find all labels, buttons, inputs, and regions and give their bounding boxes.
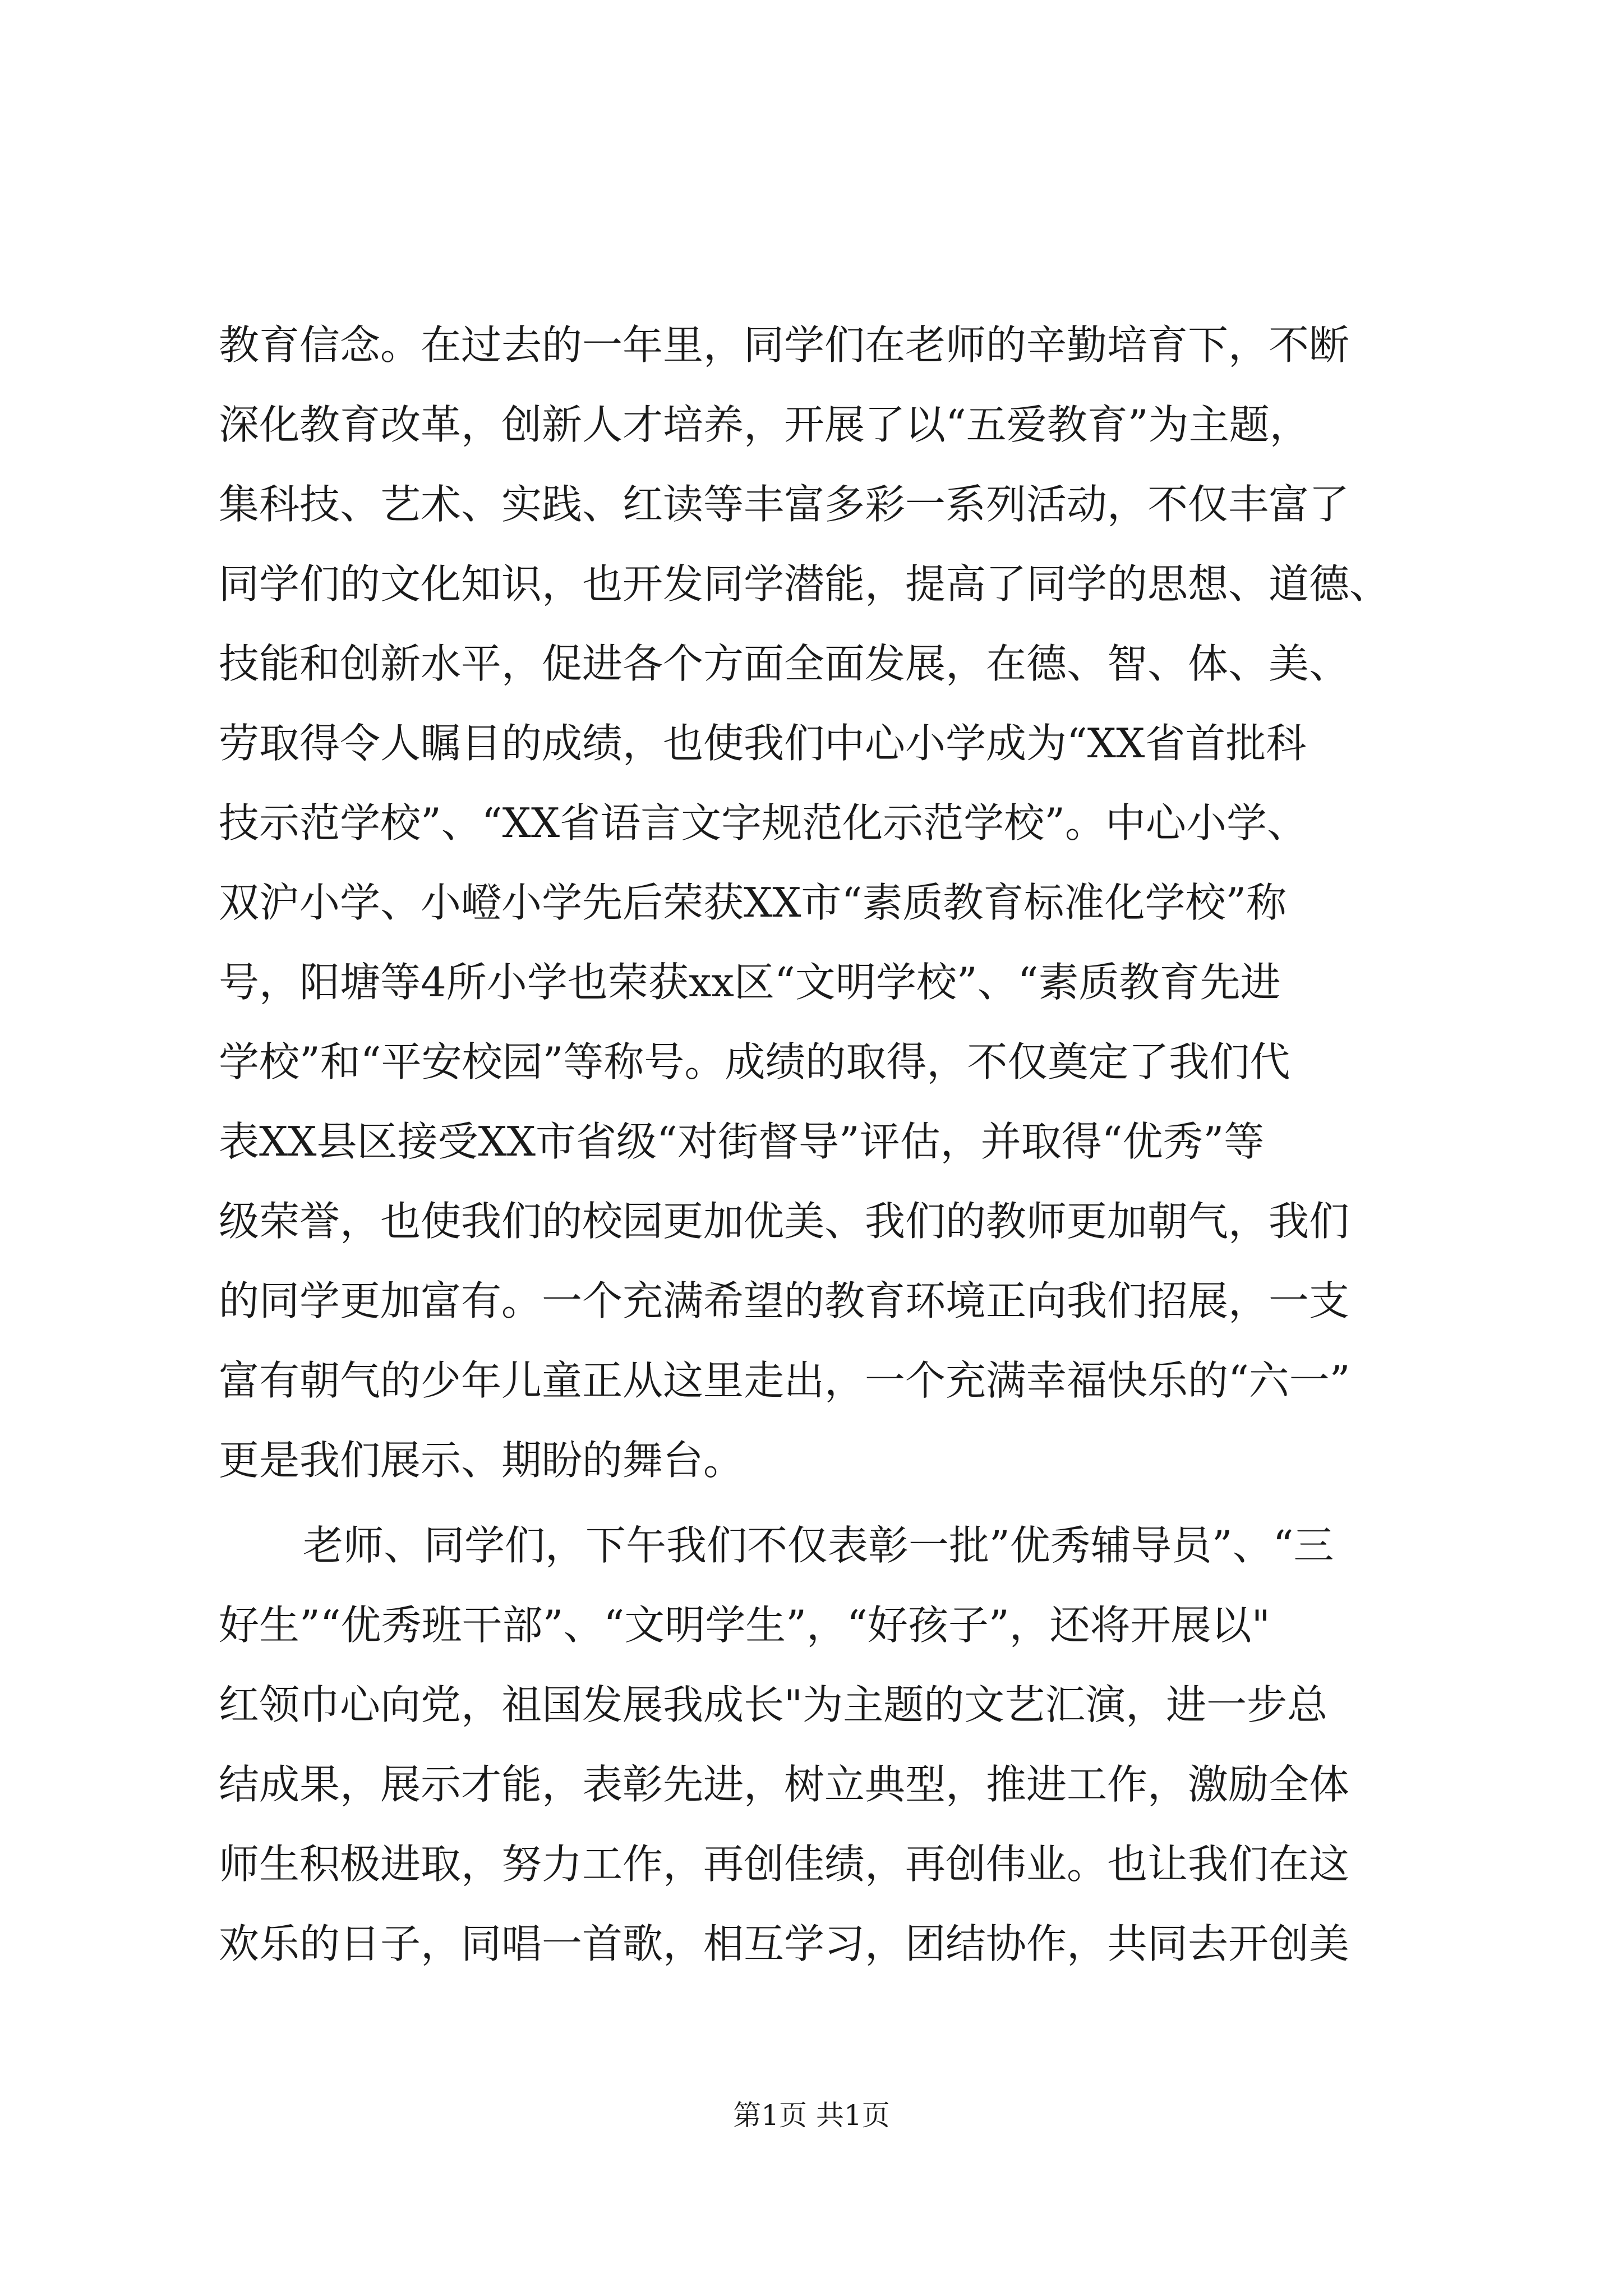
page-footer: 第1页 共1页 <box>733 2099 890 2132</box>
paragraph-line: 富有朝气的少年儿童正从这里走出，一个充满幸福快乐的“六一” <box>219 1357 1350 1404</box>
paragraph-line: 号，阳塘等4所小学也荣获xx区“文明学校”、“素质教育先进 <box>219 959 1281 1006</box>
paragraph-line: 劳取得令人瞩目的成绩，也使我们中心小学成为“XX省首批科 <box>219 720 1307 767</box>
paragraph-line: 结成果，展示才能，表彰先进，树立典型，推进工作，激励全体 <box>219 1761 1350 1808</box>
paragraph-line: 的同学更加富有。一个充满希望的教育环境正向我们招展，一支 <box>219 1277 1350 1324</box>
paragraph-line: 双沪小学、小嶝小学先后荣获XX市“素质教育标准化学校”称 <box>219 879 1287 926</box>
paragraph-line: 技示范学校”、“XX省语言文字规范化示范学校”。中心小学、 <box>219 799 1307 846</box>
paragraph-line: 师生积极进取，努力工作，再创佳绩，再创伟业。也让我们在这 <box>219 1841 1350 1888</box>
paragraph-line: 红领巾心向党，祖国发展我成长"为主题的文艺汇演，进一步总 <box>219 1681 1328 1728</box>
paragraph-line: 学校”和“平安校园”等称号。成绩的取得，不仅奠定了我们代 <box>219 1038 1290 1085</box>
paragraph-line: 级荣誉，也使我们的校园更加优美、我们的教师更加朝气，我们 <box>219 1198 1350 1245</box>
paragraph-line: 更是我们展示、期盼的舞台。 <box>219 1437 744 1484</box>
paragraph-line: 老师、同学们，下午我们不仅表彰一批”优秀辅导员”、“三 <box>303 1522 1334 1569</box>
paragraph-line: 集科技、艺术、实践、红读等丰富多彩一系列活动，不仅丰富了 <box>219 481 1350 528</box>
paragraph-line: 表XX县区接受XX市省级“对街督导”评估，并取得“优秀”等 <box>219 1118 1265 1165</box>
paragraph-line: 技能和创新水平，促进各个方面全面发展，在德、智、体、美、 <box>219 640 1350 687</box>
paragraph-line: 教育信念。在过去的一年里，同学们在老师的辛勤培育下，不断 <box>219 321 1350 369</box>
paragraph-line: 好生”“优秀班干部”、“文明学生”，“好孩子”，还将开展以" <box>219 1602 1270 1649</box>
paragraph-line: 欢乐的日子，同唱一首歌，相互学习，团结协作，共同去开创美 <box>219 1920 1350 1967</box>
paragraph-line: 同学们的文化知识，也开发同学潜能，提高了同学的思想、道德、 <box>219 560 1390 608</box>
paragraph-line: 深化教育改革，创新人才培养，开展了以“五爱教育”为主题， <box>219 401 1310 448</box>
